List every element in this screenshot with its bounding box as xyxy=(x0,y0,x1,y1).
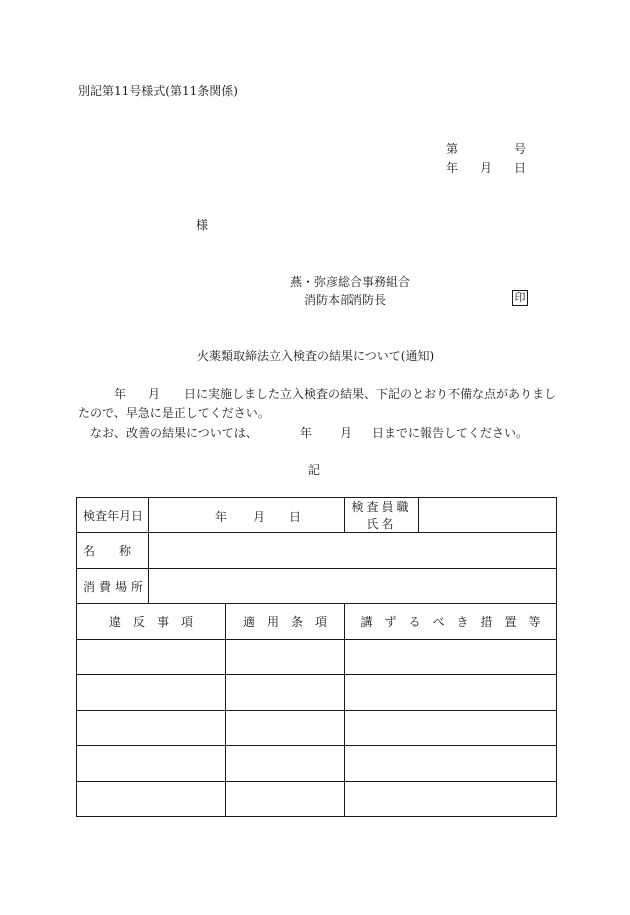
violation-cell xyxy=(77,639,226,674)
table-row xyxy=(77,710,557,745)
article-cell xyxy=(226,675,345,710)
issuer-title-line xyxy=(304,293,352,307)
date-month: 月 xyxy=(479,161,492,175)
inspection-date-value xyxy=(149,498,345,533)
deadline-month: 月 xyxy=(340,426,353,440)
table-header-row xyxy=(77,604,557,639)
inspection-date-label: 検査年月日 xyxy=(77,498,149,533)
name-value xyxy=(149,533,557,568)
document-date-row xyxy=(446,161,526,175)
table-row xyxy=(77,568,557,603)
article-cell xyxy=(226,781,345,817)
inspection-day: 日 xyxy=(289,510,302,525)
body-line-2: たので、早急に是正してください。 xyxy=(78,406,270,420)
article-header: 適 用 条 項 xyxy=(226,604,345,639)
body-year: 年 xyxy=(114,387,127,401)
addressee-honorific: 様 xyxy=(196,218,209,232)
body-rest: 日に実施しました立入検査の結果、下記のとおり不備な点がありまし xyxy=(184,387,557,401)
body-tail: 日までに報告してください。 xyxy=(372,426,529,440)
inspection-month: 月 xyxy=(253,510,266,525)
inspector-label: 検査員職氏名 xyxy=(345,498,419,533)
inspector-value xyxy=(419,498,557,533)
place-label: 消費場所 xyxy=(77,568,149,603)
table-row xyxy=(77,781,557,817)
seal-mark: 印 xyxy=(512,290,528,306)
ki-marker: 記 xyxy=(308,463,321,477)
document-number-row xyxy=(446,142,526,156)
place-value xyxy=(149,568,557,603)
violation-cell xyxy=(77,675,226,710)
article-cell xyxy=(226,746,345,781)
violation-cell xyxy=(77,746,226,781)
date-year: 年 xyxy=(446,161,459,175)
measures-cell xyxy=(345,675,557,710)
table-row xyxy=(77,746,557,781)
violation-header: 違 反 事 項 xyxy=(77,604,226,639)
measures-cell xyxy=(345,781,557,817)
form-label: 別記第11号様式(第11条関係) xyxy=(78,84,238,98)
violation-cell xyxy=(77,710,226,745)
document-subject: 火薬類取締法立入検査の結果について(通知) xyxy=(197,349,435,363)
table-row xyxy=(77,675,557,710)
deadline-year: 年 xyxy=(300,426,313,440)
number-suffix: 号 xyxy=(513,142,526,156)
measures-header: 講 ず る べ き 措 置 等 xyxy=(345,604,557,639)
table-row xyxy=(77,498,557,533)
issuer-organization: 燕・弥彦総合事務組合 xyxy=(290,275,411,289)
measures-cell xyxy=(345,639,557,674)
inspection-year: 年 xyxy=(215,510,228,525)
violation-cell xyxy=(77,781,226,817)
name-label: 名 称 xyxy=(77,533,149,568)
article-cell xyxy=(226,710,345,745)
inspection-result-table xyxy=(76,497,557,817)
date-day: 日 xyxy=(513,161,526,175)
issuer-title: 消防長 xyxy=(350,293,387,307)
measures-cell xyxy=(345,710,557,745)
table-row xyxy=(77,639,557,674)
measures-cell xyxy=(345,746,557,781)
article-cell xyxy=(226,639,345,674)
number-prefix: 第 xyxy=(446,142,459,156)
body-lead: なお、改善の結果については、 xyxy=(90,426,258,440)
table-row xyxy=(77,533,557,568)
body-month: 月 xyxy=(148,387,161,401)
issuer-department: 消防本部 xyxy=(304,293,353,307)
